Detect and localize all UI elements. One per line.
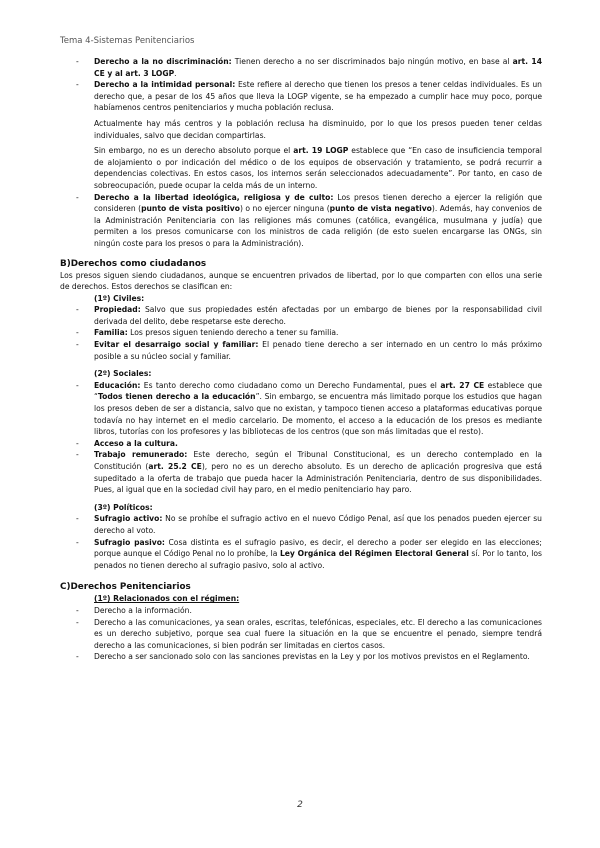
list-civiles	[60, 304, 542, 362]
text-run: Tienen derecho a no ser discriminados bajo ningún motivo, en base al	[231, 57, 513, 66]
list-item	[60, 617, 542, 652]
bold-text: Acceso a la cultura.	[94, 438, 178, 448]
bullet-dash: -	[76, 80, 79, 90]
text-run: Derecho a la información.	[94, 605, 192, 615]
list-item	[60, 605, 542, 617]
bold-text: Trabajo remunerado:	[94, 450, 188, 460]
text-run: establece que “	[94, 380, 543, 402]
text-run: No se prohíbe el sufragio activo en el nuevo Código Penal, así que los penados pueden ejercer su derecho al voto.	[94, 514, 542, 535]
bullet-dash: -	[76, 438, 79, 448]
bold-text: Evitar el desarraigo social y familiar:	[94, 340, 259, 350]
list-item	[60, 327, 542, 339]
text-run: Cosa distinta es el sufragio pasivo, es decir, el derecho a poder ser elegido en las elecciones; porque aunque el Código Penal no lo prohíbe, la	[94, 537, 542, 559]
text-run: ”. Sin embargo, se encuentra más limitado porque los estudios que hagan los presos deben de ser a distancia, salvo que no existan, y tampoco tienen acceso a plataformas educativas porque todavía no hay internet en el medio carcelario. De momento, el acceso a la educación de los presos es mediante libros, tutorías con los profesores y las bibliotecas de los centros (que son más limitadas que el resto).	[94, 392, 542, 437]
text-run: Derecho a ser sancionado solo con las sanciones previstas en la Ley y por los motivos previstos en el Reglamento.	[94, 652, 530, 662]
text-run: ). Además, hay convenios de la Administración Penitenciaria con las religiones más comunes (católica, evangélica, musulmana y judía) que permiten a los presos comunicarse con los ministros de cada religión (de esto suelen encargarse las ONGs, sin ningún coste para los presos o para la Administración).	[94, 204, 542, 248]
list-politicos	[60, 513, 542, 571]
sociales-title: (2º) Sociales:	[94, 369, 152, 379]
text-run: Sin embargo, no es un derecho absoluto porque el	[94, 146, 294, 156]
text-run: ) o no ejercer ninguna (	[239, 204, 330, 214]
text-run: Derecho a las comunicaciones, ya sean orales, escritas, telefónicas, especiales, etc. El derecho a las comunicaciones es un derecho subjetivo, porque sea cual fuere la situación en la que se encuentre el penado, siempre tendrá derecho a las comunicaciones, si bien podrán ser limitadas en ciertos casos.	[94, 617, 542, 650]
bullet-dash: -	[76, 380, 79, 390]
bullet-dash: -	[76, 514, 79, 524]
list-item	[60, 56, 542, 79]
section-b-title: B)Derechos como ciudadanos	[60, 258, 207, 269]
bold-text: Ley Orgánica del Régimen Electoral General	[279, 549, 469, 559]
regimen-title: (1º) Relacionados con el régimen:	[94, 594, 240, 604]
list-item-religion	[60, 192, 542, 250]
list-derechos-top	[60, 56, 542, 114]
list-sociales	[60, 380, 542, 496]
text-run: El penado tiene derecho a ser internado en un centro lo más próximo posible a su núcleo social y familiar.	[94, 340, 542, 361]
bold-text: punto de vista positivo	[141, 204, 240, 214]
bullet-dash: -	[76, 617, 79, 627]
politicos-title: (3º) Políticos:	[94, 502, 153, 512]
text-run: establece que “En caso de insuficiencia temporal de alojamiento o por indicación del médico o de los equipos de observación y tratamiento, se podrá recurrir a dependencias colectivas. En estos casos, los internos serán seleccionados adecuadamente”. Por tanto, en caso de sobreocupación, puede ocupar la celda más de un interno.	[94, 146, 542, 190]
bullet-dash: -	[76, 450, 79, 460]
text-run: ), pero no es un derecho absoluto. Es un derecho de aplicación progresiva que está supeditado a la oferta de trabajo que pueda hacer la Administración Penitenciaria, dentro de sus disponibilidades. Pues, al igual que en la sociedad civil hay paro, en el medio penitenciario hay paro.	[94, 462, 543, 495]
page-number: 2	[297, 800, 303, 810]
text-run: Este refiere al derecho que tienen los presos a tener celdas individuales. Es un derecho que, a pesar de los 45 años que lleva la LOGP vigente, se ha empezado a cumplir hace muy poco, porque habíamenos centros penitenciarios y mucha población reclusa.	[94, 80, 542, 113]
list-item	[60, 651, 542, 663]
list-item	[60, 438, 542, 450]
list-item	[60, 79, 542, 114]
section-c-title: C)Derechos Penitenciarios	[60, 582, 191, 593]
list-regimen	[60, 605, 542, 663]
bold-text: Familia:	[94, 328, 128, 338]
text-run: .	[174, 68, 177, 78]
list-item	[60, 380, 542, 438]
bold-text: Educación:	[94, 380, 141, 390]
bold-text: art. 19 LOGP	[293, 146, 349, 156]
text-run: Salvo que sus propiedades estén afectadas por un embargo de bienes por la responsabilidad civil derivada del delito, debe respetarse este derecho.	[94, 305, 542, 326]
bold-text: Derecho a la intimidad personal:	[94, 80, 236, 90]
civiles-title: (1º) Civiles:	[94, 293, 145, 303]
text-run: sí. Por lo tanto, los penados no tienen derecho al sufragio pasivo, solo al activo.	[94, 549, 542, 570]
bullet-dash: -	[76, 57, 79, 66]
list-item	[60, 339, 542, 362]
bold-text: Propiedad:	[94, 305, 141, 315]
bold-text: Sufragio pasivo:	[94, 537, 165, 547]
section-b-intro: Los presos siguen siendo ciudadanos, aunque se encuentren privados de libertad, por lo que comparten con ellos una serie de derechos. Estos derechos se clasifican en:	[60, 270, 542, 292]
bullet-dash: -	[76, 305, 79, 315]
text-run: Este derecho, según el Tribunal Constitucional, es un derecho contemplado en la Constitución (	[94, 450, 542, 471]
bold-text: Todos tienen derecho a la educación	[97, 392, 256, 402]
bullet-dash: -	[76, 340, 79, 350]
running-header: Tema 4-Sistemas Penitenciarios	[60, 36, 195, 46]
paras-intimidad	[60, 118, 542, 192]
list-item	[60, 304, 542, 327]
bold-text: art. 25.2 CE	[148, 462, 202, 471]
bold-text: art. 14 CE y al art. 3 LOGP	[94, 57, 542, 78]
list-item	[60, 537, 542, 572]
document-body	[60, 56, 542, 663]
paragraph	[60, 118, 542, 141]
paragraph	[60, 145, 542, 191]
bullet-dash: -	[76, 192, 79, 202]
bold-text: Derecho a la libertad ideológica, religiosa y de culto:	[94, 192, 334, 202]
text-run: Los presos siguen teniendo derecho a tener su familia.	[127, 328, 339, 338]
bullet-dash: -	[76, 328, 79, 338]
text-run: Actualmente hay más centros y la población reclusa ha disminuido, por lo que los presos pueden tener celdas individuales, salvo que decidan compartirlas.	[94, 118, 542, 140]
bold-text: punto de vista negativo	[329, 204, 432, 214]
bold-text: Derecho a la no discriminación:	[94, 57, 232, 66]
bullet-dash: -	[76, 537, 79, 547]
list-item	[60, 513, 542, 536]
text-run: Es tanto derecho como ciudadano como un Derecho Fundamental, pues el	[140, 380, 441, 390]
bold-text: art. 27 CE	[440, 380, 485, 390]
bullet-dash: -	[76, 605, 79, 615]
list-item	[60, 449, 542, 495]
bold-text: Sufragio activo:	[94, 514, 163, 524]
text-run: Los presos tienen derecho a ejercer la religión que consideren (	[94, 192, 542, 214]
bullet-dash: -	[76, 652, 79, 662]
